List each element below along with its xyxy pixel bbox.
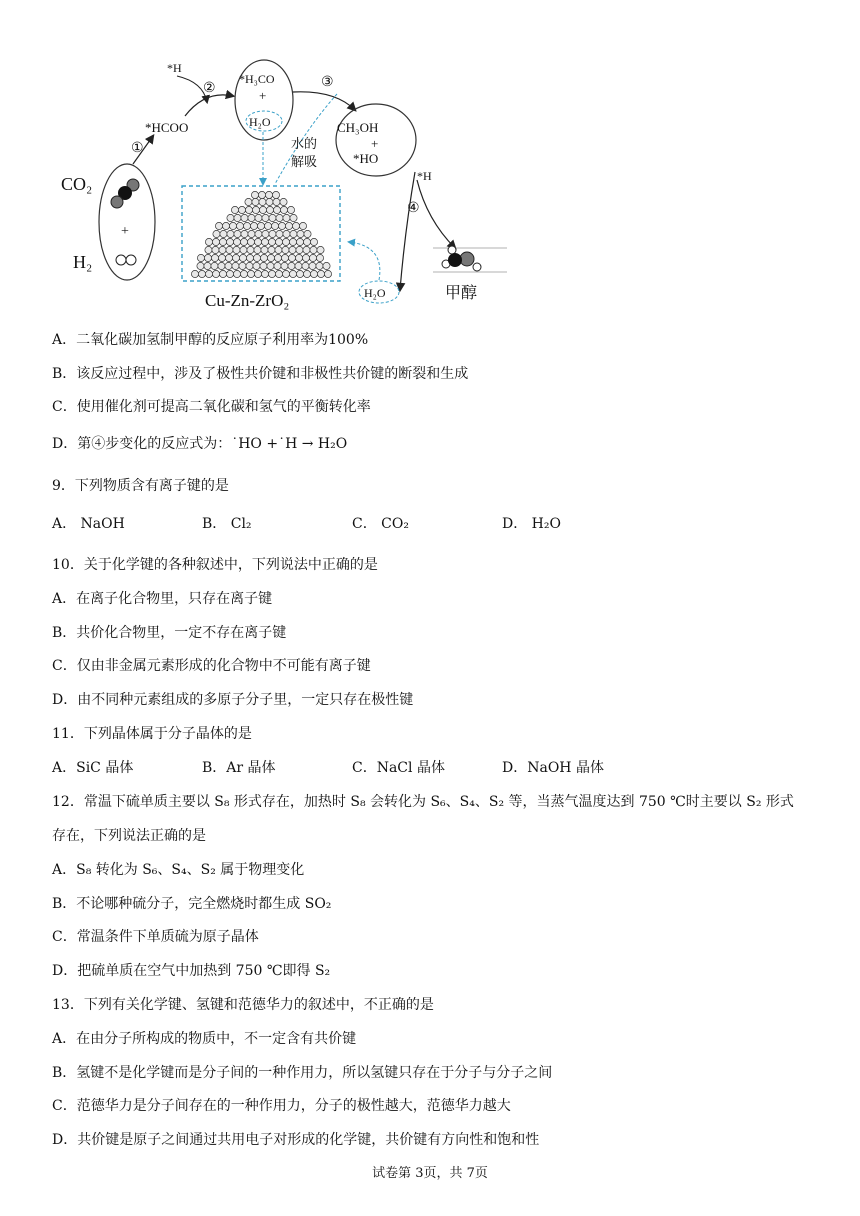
catalyst-particle [234,214,241,221]
catalyst-particle [302,262,309,269]
catalyst-particle [289,238,296,245]
q9-option-c: C． CO₂ [352,516,409,532]
catalyst-particle [324,270,331,277]
catalyst-particle [204,262,211,269]
catalyst-particle [262,230,269,237]
catalyst-particle [204,254,211,261]
catalyst-particle [275,270,282,277]
catalyst-particle [282,238,289,245]
plus-product: + [371,136,379,151]
catalyst-particle [254,270,261,277]
catalyst-particle [317,246,324,253]
q12-stem-line-2: 存在，下列说法正确的是 [52,828,206,844]
catalyst-particle [259,206,266,213]
catalyst-particle [205,238,212,245]
catalyst-particle [268,270,275,277]
catalyst-particle [247,246,254,253]
catalyst-particle [261,270,268,277]
q10-option-d: D．由不同种元素组成的多原子分子里，一定只存在极性键 [52,692,414,708]
q9-option-d: D． H₂O [502,516,561,532]
catalyst-particle [290,214,297,221]
catalyst-particle [250,222,257,229]
catalyst-particle [234,230,241,237]
catalyst-label: Cu-Zn-ZrO₂ [205,291,290,310]
catalyst-particle [299,222,306,229]
catalyst-particle [233,270,240,277]
catalyst-particle [296,246,303,253]
catalyst-particle [288,262,295,269]
catalyst-particle [232,254,239,261]
catalyst-particles-icon [191,191,331,277]
catalyst-particle [292,222,299,229]
q9-options [52,514,812,534]
methanol-label: 甲醇 [445,285,478,302]
catalyst-particle [240,238,247,245]
step-1-label: ① [131,141,144,156]
catalyst-particle [317,270,324,277]
catalyst-particle [198,270,205,277]
catalyst-particle [253,262,260,269]
h-star-right-label: *H [417,169,432,183]
h2-label: H₂ [73,252,93,272]
catalyst-particle [197,254,204,261]
catalyst-particle [282,270,289,277]
catalyst-particle [259,198,266,205]
catalyst-particle [225,262,232,269]
catalyst-particle [303,270,310,277]
q11-option-c: C．NaCl 晶体 [352,760,445,776]
plus-intermediate: + [259,88,267,103]
catalyst-particle [289,270,296,277]
catalyst-particle [197,262,204,269]
catalyst-particle [295,254,302,261]
h2o-label: H₂O [249,115,271,129]
catalyst-particle [310,238,317,245]
catalyst-particle [213,230,220,237]
catalyst-particle [226,238,233,245]
catalyst-particle [267,262,274,269]
catalyst-particle [297,230,304,237]
q10-option-a: A．在离子化合物里，只存在离子键 [52,591,273,607]
catalyst-particle [253,254,260,261]
catalyst-particle [296,270,303,277]
catalyst-particle [219,238,226,245]
q9-option-b: B． Cl₂ [202,516,252,532]
catalyst-particle [211,262,218,269]
catalyst-particle [275,246,282,253]
catalyst-particle [261,246,268,253]
catalyst-particle [264,222,271,229]
catalyst-particle [254,238,261,245]
catalyst-particle [246,262,253,269]
catalyst-particle [278,222,285,229]
catalyst-particle [268,238,275,245]
catalyst-particle [212,246,219,253]
catalyst-particle [248,230,255,237]
q8-option-d: D．第④步变化的反应式为：˙HO +˙H → H₂O [52,436,348,452]
catalyst-particle [302,254,309,261]
catalyst-particle [252,206,259,213]
catalyst-particle [243,222,250,229]
catalyst-particle [247,270,254,277]
catalyst-particle [266,206,273,213]
catalyst-particle [267,254,274,261]
catalyst-particle [303,238,310,245]
catalyst-particle [269,214,276,221]
catalyst-particle [205,246,212,253]
catalyst-particle [246,254,253,261]
catalyst-particle [220,230,227,237]
catalyst-particle [316,254,323,261]
catalyst-particle [280,198,287,205]
q8-option-a: A．二氧化碳加氢制甲醇的反应原子利用率为100% [52,332,369,348]
catalyst-particle [285,222,292,229]
catalyst-particle [227,214,234,221]
catalyst-particle [255,230,262,237]
catalyst-particle [231,206,238,213]
catalyst-particle [276,230,283,237]
catalyst-particle [274,262,281,269]
catalyst-particle [240,270,247,277]
q11-option-a: A．SiC 晶体 [52,760,134,776]
catalyst-particle [258,191,265,198]
catalyst-particle [275,238,282,245]
catalyst-particle [227,230,234,237]
co2-molecule-icon [111,179,139,208]
catalyst-particle [280,206,287,213]
catalyst-particle [303,246,310,253]
catalyst-particle [211,254,218,261]
catalyst-particle [288,254,295,261]
catalyst-particle [295,262,302,269]
step-2-label: ② [203,81,216,96]
catalyst-particle [304,230,311,237]
catalyst-particle [191,270,198,277]
hcoo-label: *HCOO [145,120,189,135]
catalyst-particle [282,246,289,253]
ho-label: *HO [353,151,379,166]
catalyst-particle [290,230,297,237]
q10-option-b: B．共价化合物里，一定不存在离子键 [52,625,287,641]
catalyst-particle [229,222,236,229]
q13-option-d: D．共价键是原子之间通过共用电子对形成的化学键，共价键有方向性和饱和性 [52,1132,540,1148]
catalyst-particle [232,262,239,269]
q13-option-a: A．在由分子所构成的物质中，不一定含有共价键 [52,1031,357,1047]
catalyst-particle [310,270,317,277]
catalyst-particle [310,246,317,253]
h2-molecule-icon [116,255,136,265]
catalyst-particle [254,246,261,253]
catalyst-particle [226,270,233,277]
catalyst-particle [225,254,232,261]
methanol-molecule-icon [442,246,481,271]
catalyst-particle [219,270,226,277]
catalyst-particle [241,214,248,221]
catalyst-particle [222,222,229,229]
catalyst-particle [265,191,272,198]
h3co-label: *H₃CO [239,72,275,86]
catalyst-particle [212,238,219,245]
catalyst-particle [233,246,240,253]
q12-option-a: A．S₈ 转化为 S₆、S₄、S₂ 属于物理变化 [52,862,305,878]
catalyst-particle [212,270,219,277]
catalyst-particle [240,246,247,253]
catalyst-particle [273,206,280,213]
q9-option-a: A． NaOH [52,516,125,532]
h2o-bottom-label: H₂O [364,286,386,300]
catalyst-particle [281,262,288,269]
q11-option-b: B．Ar 晶体 [202,760,276,776]
catalyst-particle [261,238,268,245]
catalyst-particle [323,262,330,269]
catalyst-particle [266,198,273,205]
catalyst-particle [289,246,296,253]
catalyst-particle [252,198,259,205]
q13-option-c: C．范德华力是分子间存在的一种作用力，分子的极性越大，范德华力越大 [52,1098,511,1114]
catalyst-particle [281,254,288,261]
catalyst-particle [238,206,245,213]
catalyst-particle [247,238,254,245]
h-star-top-label: *H [167,61,182,75]
catalyst-particle [239,254,246,261]
catalyst-particle [309,262,316,269]
catalyst-particle [218,254,225,261]
water-desorb-label-2: 解吸 [291,154,318,169]
step-3-label: ③ [321,75,334,90]
ch3oh-label: CH₃OH [337,120,379,135]
catalyst-particle [255,214,262,221]
catalyst-particle [218,262,225,269]
catalyst-particle [283,230,290,237]
plus-reactants: + [121,224,129,239]
catalyst-particle [219,246,226,253]
catalyst-particle [251,191,258,198]
catalyst-particle [205,270,212,277]
catalyst-particle [233,238,240,245]
q12-option-d: D．把硫单质在空气中加热到 750 ℃即得 S₂ [52,963,331,979]
catalyst-particle [274,254,281,261]
co2-label: CO₂ [61,174,93,194]
q12-stem-line-1: 12．常温下硫单质主要以 S₈ 形式存在，加热时 S₈ 会转化为 S₆、S₄、S₂ 等，当蒸气温度达到 750 ℃时主要以 S₂ 形式 [52,794,794,810]
catalyst-particle [236,222,243,229]
q11-options [52,758,812,778]
water-desorb-label-1: 水的 [291,136,318,151]
catalyst-particle [273,198,280,205]
catalyst-particle [260,254,267,261]
q12-option-b: B．不论哪种硫分子，完全燃烧时都生成 SO₂ [52,896,332,912]
q13-option-b: B．氢键不是化学键而是分子间的一种作用力，所以氢键只存在于分子与分子之间 [52,1065,553,1081]
q8-option-b: B．该反应过程中，涉及了极性共价键和非极性共价键的断裂和生成 [52,366,469,382]
catalyst-particle [257,222,264,229]
q13-stem: 13．下列有关化学键、氢键和范德华力的叙述中，不正确的是 [52,997,434,1013]
catalyst-particle [248,214,255,221]
catalyst-particle [215,222,222,229]
q10-stem: 10．关于化学键的各种叙述中，下列说法中正确的是 [52,557,378,573]
catalyst-particle [226,246,233,253]
page-footer: 试卷第 3页，共 7页 [372,1166,488,1181]
catalyst-particle [309,254,316,261]
catalyst-particle [268,246,275,253]
catalyst-particle [316,262,323,269]
catalyst-particle [262,214,269,221]
catalyst-particle [269,230,276,237]
catalyst-particle [287,206,294,213]
catalyst-particle [276,214,283,221]
reaction-mechanism-diagram [55,50,525,320]
q11-stem: 11．下列晶体属于分子晶体的是 [52,726,252,742]
catalyst-particle [241,230,248,237]
q8-option-c: C．使用催化剂可提高二氧化碳和氢气的平衡转化率 [52,399,371,415]
q12-option-c: C．常温条件下单质硫为原子晶体 [52,929,259,945]
catalyst-particle [271,222,278,229]
catalyst-particle [239,262,246,269]
catalyst-particle [272,191,279,198]
catalyst-particle [245,206,252,213]
catalyst-particle [296,238,303,245]
q9-stem: 9．下列物质含有离子键的是 [52,478,229,494]
q11-option-d: D．NaOH 晶体 [502,760,604,776]
catalyst-particle [283,214,290,221]
q10-option-c: C．仅由非金属元素形成的化合物中不可能有离子键 [52,658,371,674]
catalyst-particle [245,198,252,205]
step-4-label: ④ [407,201,420,216]
catalyst-particle [260,262,267,269]
